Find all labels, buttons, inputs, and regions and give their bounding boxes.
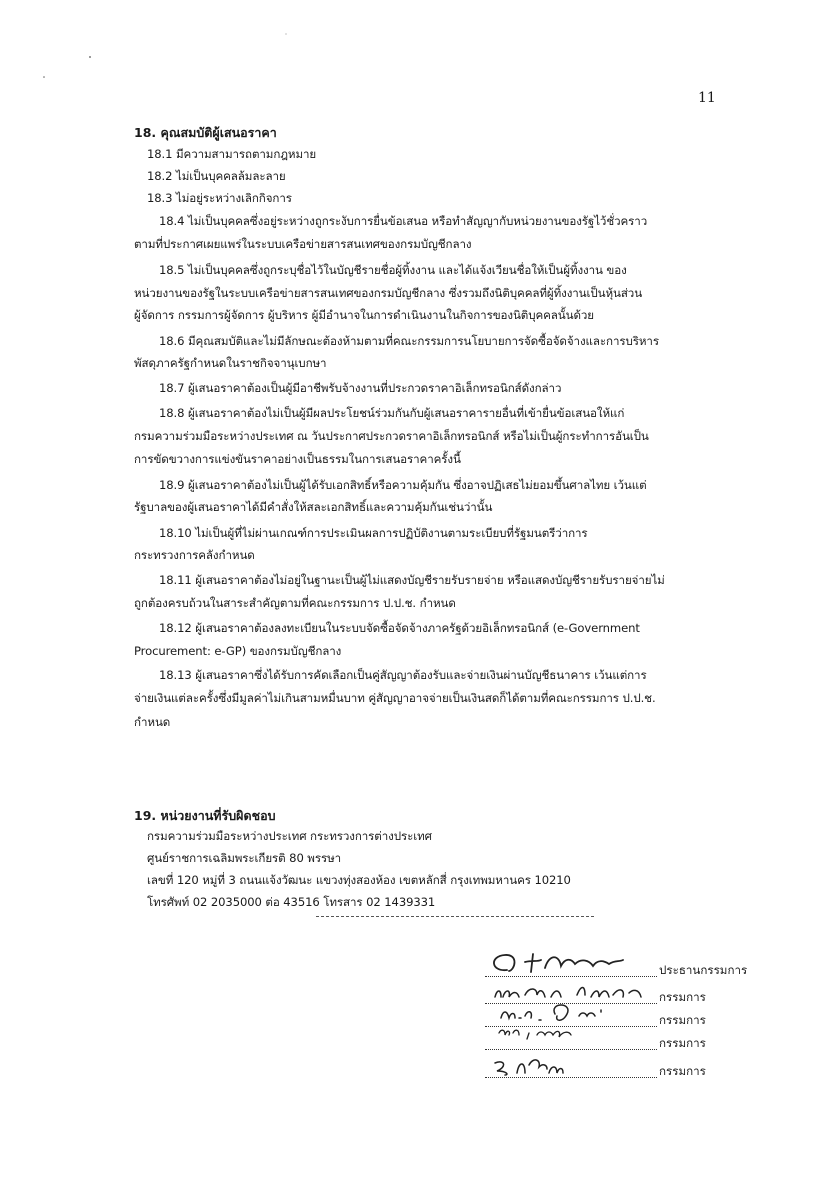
divider	[316, 916, 594, 917]
signature-role: กรรมการ	[659, 990, 706, 1004]
signature-role: กรรมการ	[659, 1013, 706, 1027]
signature-role: กรรมการ	[659, 1036, 706, 1050]
item-18-8-line3: การขัดขวางการแข่งขันราคาอย่างเป็นธรรมในการเสนอราคาครั้งนี้	[134, 452, 461, 466]
section-19-line2: ศูนย์ราชการเฉลิมพระเกียรติ 80 พรรษา	[147, 851, 342, 865]
signature-row-chair	[485, 958, 765, 980]
item-18-13-line2: จ่ายเงินแต่ละครั้งซึ่งมีมูลค่าไม่เกินสามหมื่นบาท คู่สัญญาอาจจ่ายเป็นเงินสดก็ได้ตามที่คณะกรรมการ ป.ป.ช.	[134, 691, 656, 705]
item-18-5-line3: ผู้จัดการ กรรมการผู้จัดการ ผู้บริหาร ผู้มีอำนาจในการดำเนินงานในกิจการของนิติบุคคลนั้นด้วย	[134, 308, 594, 322]
item-18-13-line3: กำหนด	[134, 715, 171, 729]
signature-member-3-image	[485, 1025, 657, 1051]
section-19-line3: เลขที่ 120 หมู่ที่ 3 ถนนแจ้งวัฒนะ แขวงทุ่งสองห้อง เขตหลักสี่ กรุงเทพมหานคร 10210	[147, 873, 571, 887]
item-18-6-line1: 18.6 มีคุณสมบัติและไม่มีลักษณะต้องห้ามตามที่คณะกรรมการนโยบายการจัดซื้อจัดจ้างและการบริหาร	[159, 334, 659, 348]
signature-row-member-3	[485, 1031, 765, 1053]
item-18-5-line1: 18.5 ไม่เป็นบุคคลซึ่งถูกระบุชื่อไว้ในบัญชีรายชื่อผู้ทิ้งงาน และได้แจ้งเวียนชื่อให้เป็นผู้ทิ้งงาน ของ	[159, 263, 627, 277]
signature-role: กรรมการ	[659, 1064, 706, 1078]
item-18-8-line1: 18.8 ผู้เสนอราคาต้องไม่เป็นผู้มีผลประโยชน์ร่วมกันกับผู้เสนอราคารายอื่นที่เข้ายื่นข้อเสนอให้แก่	[159, 406, 625, 420]
item-18-9-line1: 18.9 ผู้เสนอราคาต้องไม่เป็นผู้ได้รับเอกสิทธิ์หรือความคุ้มกัน ซึ่งอาจปฏิเสธไม่ยอมขึ้นศาลไทย เว้นแต่	[159, 478, 647, 492]
item-18-8-line2: กรมความร่วมมือระหว่างประเทศ ณ วันประกาศประกวดราคาอิเล็กทรอนิกส์ หรือไม่เป็นผู้กระทำการอันเป็น	[134, 429, 649, 443]
item-18-7: 18.7 ผู้เสนอราคาต้องเป็นผู้มีอาชีพรับจ้างงานที่ประกวดราคาอิเล็กทรอนิกส์ดังกล่าว	[159, 381, 562, 395]
item-18-2: 18.2 ไม่เป็นบุคคลล้มละลาย	[147, 169, 286, 183]
item-18-9-line2: รัฐบาลของผู้เสนอราคาได้มีคำสั่งให้สละเอกสิทธิ์และความคุ้มกันเช่นว่านั้น	[134, 500, 493, 514]
signature-member-2-image	[485, 1000, 657, 1028]
signature-line	[485, 1077, 657, 1078]
signature-chair-image	[485, 950, 657, 978]
item-18-10-line1: 18.10 ไม่เป็นผู้ที่ไม่ผ่านเกณฑ์การประเมินผลการปฏิบัติงานตามระเบียบที่รัฐมนตรีว่าการ	[159, 526, 588, 540]
signature-role: ประธานกรรมการ	[659, 963, 748, 977]
item-18-1: 18.1 มีความสามารถตามกฎหมาย	[147, 147, 317, 161]
page-number: 11	[698, 90, 716, 106]
item-18-12-line1: 18.12 ผู้เสนอราคาต้องลงทะเบียนในระบบจัดซื้อจัดจ้างภาครัฐด้วยอิเล็กทรอนิกส์ (e-Government	[159, 621, 640, 635]
section-19-line4: โทรศัพท์ 02 2035000 ต่อ 43516 โทรสาร 02 1439331	[147, 895, 436, 909]
signature-line	[485, 976, 657, 977]
item-18-5-line2: หน่วยงานของรัฐในระบบเครือข่ายสารสนเทศของกรมบัญชีกลาง ซึ่งรวมถึงนิติบุคคลที่ผู้ทิ้งงานเป็นหุ้นส่วน	[134, 286, 643, 300]
item-18-12-line2: Procurement: e-GP) ของกรมบัญชีกลาง	[134, 644, 342, 658]
signature-row-member-4	[485, 1059, 765, 1081]
section-19-title: 19. หน่วยงานที่รับผิดชอบ	[134, 808, 276, 823]
signature-line	[485, 1049, 657, 1050]
section-19-line1: กรมความร่วมมือระหว่างประเทศ กระทรวงการต่างประเทศ	[147, 829, 432, 843]
signature-member-4-image	[485, 1055, 657, 1079]
item-18-10-line2: กระทรวงการคลังกำหนด	[134, 548, 255, 562]
item-18-4-line1: 18.4 ไม่เป็นบุคคลซึ่งอยู่ระหว่างถูกระงับการยื่นข้อเสนอ หรือทำสัญญากับหน่วยงานของรัฐไว้ชั่วคราว	[159, 214, 648, 228]
item-18-13-line1: 18.13 ผู้เสนอราคาซึ่งได้รับการคัดเลือกเป็นคู่สัญญาต้องรับและจ่ายเงินผ่านบัญชีธนาคาร เว้นแต่การ	[159, 668, 647, 682]
item-18-3: 18.3 ไม่อยู่ระหว่างเลิกกิจการ	[147, 191, 292, 205]
item-18-11-line2: ถูกต้องครบถ้วนในสาระสำคัญตามที่คณะกรรมการ ป.ป.ช. กำหนด	[134, 596, 456, 610]
item-18-6-line2: พัสดุภาครัฐกำหนดในราชกิจจานุเบกษา	[134, 356, 327, 370]
section-18-title: 18. คุณสมบัติผู้เสนอราคา	[134, 125, 277, 140]
item-18-4-line2: ตามที่ประกาศเผยแพร่ในระบบเครือข่ายสารสนเทศของกรมบัญชีกลาง	[134, 237, 472, 251]
item-18-11-line1: 18.11 ผู้เสนอราคาต้องไม่อยู่ในฐานะเป็นผู้ไม่แสดงบัญชีรายรับรายจ่าย หรือแสดงบัญชีรายรับรายจ่ายไม่	[159, 573, 665, 587]
